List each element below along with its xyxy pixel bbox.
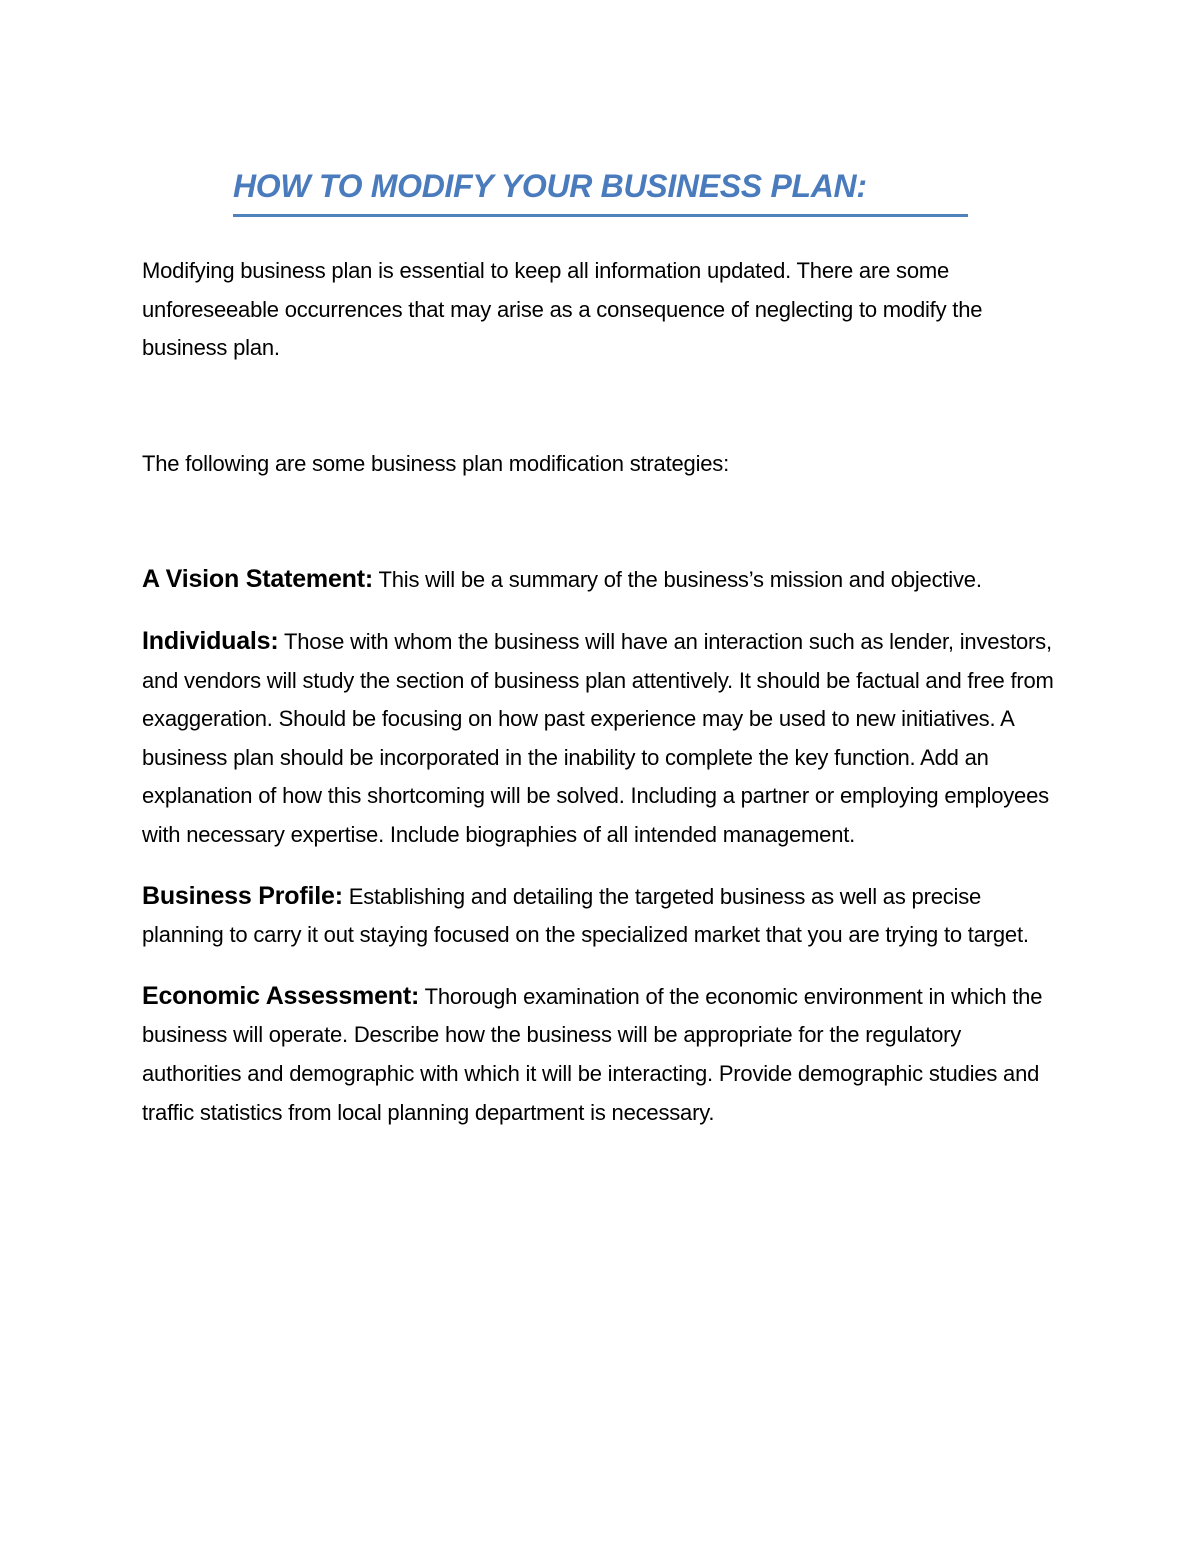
section-vision-statement [142, 560, 1062, 600]
section-label: A Vision Statement: [142, 565, 373, 594]
section-label: Individuals: [142, 626, 279, 655]
title-underline [233, 214, 968, 217]
section-text: Establishing and detailing the targeted business as well as precise planning to carry it out staying focused on the specialized market that you are trying to target. [142, 883, 1029, 948]
section-individuals [142, 622, 1062, 855]
section-text: This will be a summary of the business’s mission and objective. [372, 567, 982, 593]
section-business-profile [142, 877, 1062, 955]
section-text: Those with whom the business will have an interaction such as lender, investors, and vendors will study the section of business plan attentively. It should be factual and free from exaggeration. Should be focusing on how past experience may be used to new initiatives. A business plan should be incorporated in the inability to complete the key function. Add an explanation of how this shortcoming will be solved. Including a partner or employing employees with necessary expertise. Include biographies of all intended management. [142, 628, 1054, 847]
title-block [233, 166, 968, 218]
page-title: HOW TO MODIFY YOUR BUSINESS PLAN: [233, 168, 867, 204]
intro-paragraph: Modifying business plan is essential to keep all information updated. There are some unforeseeable occurrences that may arise as a consequence of neglecting to modify the business plan. [142, 258, 983, 361]
section-text: Thorough examination of the economic environment in which the business will operate. Describe how the business will be appropriate for the regulatory authorities and demographic with which it will be interacting. Provide demographic studies and traffic statistics from local planning department is necessary. [142, 983, 1043, 1125]
section-economic-assessment [142, 977, 1062, 1132]
section-label: Economic Assessment: [142, 981, 420, 1010]
strategies-lead-paragraph: The following are some business plan modification strategies: [142, 450, 729, 476]
section-label: Business Profile: [142, 881, 343, 910]
document-body [142, 252, 1062, 1154]
